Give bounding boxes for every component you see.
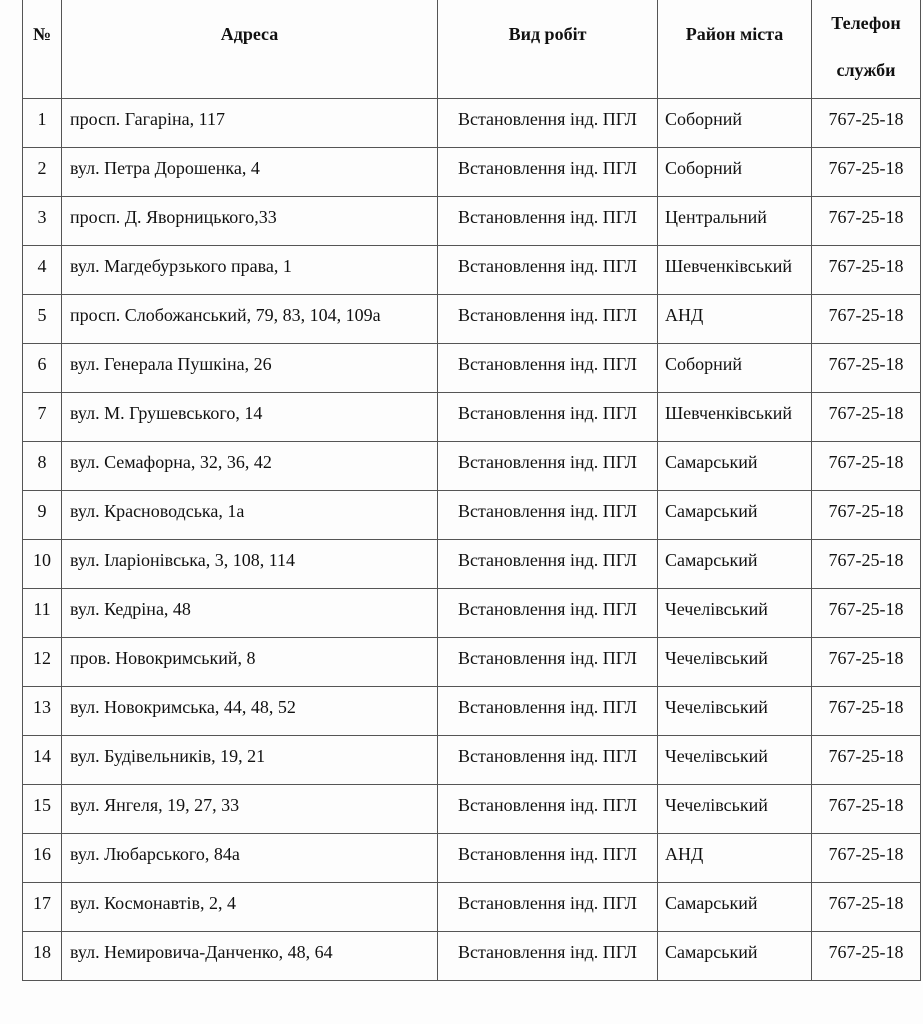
row-phone: 767-25-18 (812, 99, 921, 148)
table-row (23, 932, 921, 981)
table-row (23, 540, 921, 589)
row-address: вул. Немировича-Данченко, 48, 64 (62, 932, 438, 981)
row-phone: 767-25-18 (812, 491, 921, 540)
table-row (23, 197, 921, 246)
row-number: 18 (23, 932, 62, 981)
row-work-type: Встановлення інд. ПГЛ (438, 834, 658, 883)
header-phone (812, 0, 921, 99)
row-district: Самарський (658, 932, 812, 981)
row-number: 12 (23, 638, 62, 687)
row-district: Соборний (658, 344, 812, 393)
row-address: вул. Янгеля, 19, 27, 33 (62, 785, 438, 834)
table-row (23, 246, 921, 295)
row-phone: 767-25-18 (812, 540, 921, 589)
row-work-type: Встановлення інд. ПГЛ (438, 785, 658, 834)
table-row (23, 393, 921, 442)
row-number: 6 (23, 344, 62, 393)
row-district: Самарський (658, 491, 812, 540)
row-district: Соборний (658, 99, 812, 148)
row-district: Самарський (658, 442, 812, 491)
row-address: вул. Будівельників, 19, 21 (62, 736, 438, 785)
works-schedule-table (22, 0, 921, 981)
row-address: вул. Кедріна, 48 (62, 589, 438, 638)
row-district: АНД (658, 834, 812, 883)
row-work-type: Встановлення інд. ПГЛ (438, 589, 658, 638)
table-row (23, 295, 921, 344)
row-number: 7 (23, 393, 62, 442)
row-phone: 767-25-18 (812, 638, 921, 687)
row-phone: 767-25-18 (812, 834, 921, 883)
row-address: вул. Новокримська, 44, 48, 52 (62, 687, 438, 736)
row-district: Самарський (658, 883, 812, 932)
header-phone-line2: служби (836, 59, 896, 80)
header-number: № (23, 0, 62, 99)
table-header-row (23, 0, 921, 99)
row-phone: 767-25-18 (812, 197, 921, 246)
row-number: 13 (23, 687, 62, 736)
row-work-type: Встановлення інд. ПГЛ (438, 99, 658, 148)
row-phone: 767-25-18 (812, 589, 921, 638)
row-address: вул. Семафорна, 32, 36, 42 (62, 442, 438, 491)
row-district: Соборний (658, 148, 812, 197)
row-address: вул. Космонавтів, 2, 4 (62, 883, 438, 932)
row-work-type: Встановлення інд. ПГЛ (438, 540, 658, 589)
row-work-type: Встановлення інд. ПГЛ (438, 736, 658, 785)
row-address: вул. Любарського, 84а (62, 834, 438, 883)
table-row (23, 148, 921, 197)
row-district: Шевченківський (658, 393, 812, 442)
row-district: Чечелівський (658, 589, 812, 638)
row-number: 10 (23, 540, 62, 589)
row-work-type: Встановлення інд. ПГЛ (438, 442, 658, 491)
row-phone: 767-25-18 (812, 393, 921, 442)
row-phone: 767-25-18 (812, 442, 921, 491)
row-number: 3 (23, 197, 62, 246)
row-address: вул. Магдебурзького права, 1 (62, 246, 438, 295)
row-district: АНД (658, 295, 812, 344)
row-phone: 767-25-18 (812, 785, 921, 834)
table-row (23, 442, 921, 491)
row-address: вул. Красноводська, 1а (62, 491, 438, 540)
table-row (23, 834, 921, 883)
header-phone-line1: Телефон (831, 12, 901, 33)
table-row (23, 589, 921, 638)
row-address: вул. Петра Дорошенка, 4 (62, 148, 438, 197)
row-number: 2 (23, 148, 62, 197)
row-district: Самарський (658, 540, 812, 589)
row-work-type: Встановлення інд. ПГЛ (438, 197, 658, 246)
row-work-type: Встановлення інд. ПГЛ (438, 491, 658, 540)
table-row (23, 687, 921, 736)
table-row (23, 491, 921, 540)
row-phone: 767-25-18 (812, 883, 921, 932)
row-address: вул. Генерала Пушкіна, 26 (62, 344, 438, 393)
row-address: вул. Іларіонівська, 3, 108, 114 (62, 540, 438, 589)
row-number: 5 (23, 295, 62, 344)
row-number: 16 (23, 834, 62, 883)
table-row (23, 638, 921, 687)
row-work-type: Встановлення інд. ПГЛ (438, 246, 658, 295)
row-number: 17 (23, 883, 62, 932)
row-work-type: Встановлення інд. ПГЛ (438, 883, 658, 932)
row-district: Чечелівський (658, 736, 812, 785)
row-work-type: Встановлення інд. ПГЛ (438, 638, 658, 687)
row-work-type: Встановлення інд. ПГЛ (438, 295, 658, 344)
row-work-type: Встановлення інд. ПГЛ (438, 344, 658, 393)
row-work-type: Встановлення інд. ПГЛ (438, 148, 658, 197)
row-phone: 767-25-18 (812, 344, 921, 393)
row-phone: 767-25-18 (812, 736, 921, 785)
row-number: 9 (23, 491, 62, 540)
header-district: Район міста (658, 0, 812, 99)
row-address: просп. Слобожанський, 79, 83, 104, 109а (62, 295, 438, 344)
table-row (23, 344, 921, 393)
row-district: Чечелівський (658, 638, 812, 687)
row-phone: 767-25-18 (812, 246, 921, 295)
row-address: пров. Новокримський, 8 (62, 638, 438, 687)
row-district: Чечелівський (658, 687, 812, 736)
row-work-type: Встановлення інд. ПГЛ (438, 932, 658, 981)
row-district: Центральний (658, 197, 812, 246)
row-number: 4 (23, 246, 62, 295)
row-phone: 767-25-18 (812, 295, 921, 344)
row-number: 1 (23, 99, 62, 148)
row-number: 14 (23, 736, 62, 785)
row-number: 11 (23, 589, 62, 638)
row-district: Шевченківський (658, 246, 812, 295)
row-district: Чечелівський (658, 785, 812, 834)
row-address: просп. Д. Яворницького,33 (62, 197, 438, 246)
row-address: вул. М. Грушевського, 14 (62, 393, 438, 442)
row-phone: 767-25-18 (812, 687, 921, 736)
row-work-type: Встановлення інд. ПГЛ (438, 393, 658, 442)
header-address: Адреса (62, 0, 438, 99)
row-number: 15 (23, 785, 62, 834)
table-row (23, 736, 921, 785)
table-row (23, 99, 921, 148)
row-number: 8 (23, 442, 62, 491)
row-work-type: Встановлення інд. ПГЛ (438, 687, 658, 736)
row-address: просп. Гагаріна, 117 (62, 99, 438, 148)
row-phone: 767-25-18 (812, 148, 921, 197)
row-phone: 767-25-18 (812, 932, 921, 981)
table-row (23, 883, 921, 932)
header-work-type: Вид робіт (438, 0, 658, 99)
table-row (23, 785, 921, 834)
